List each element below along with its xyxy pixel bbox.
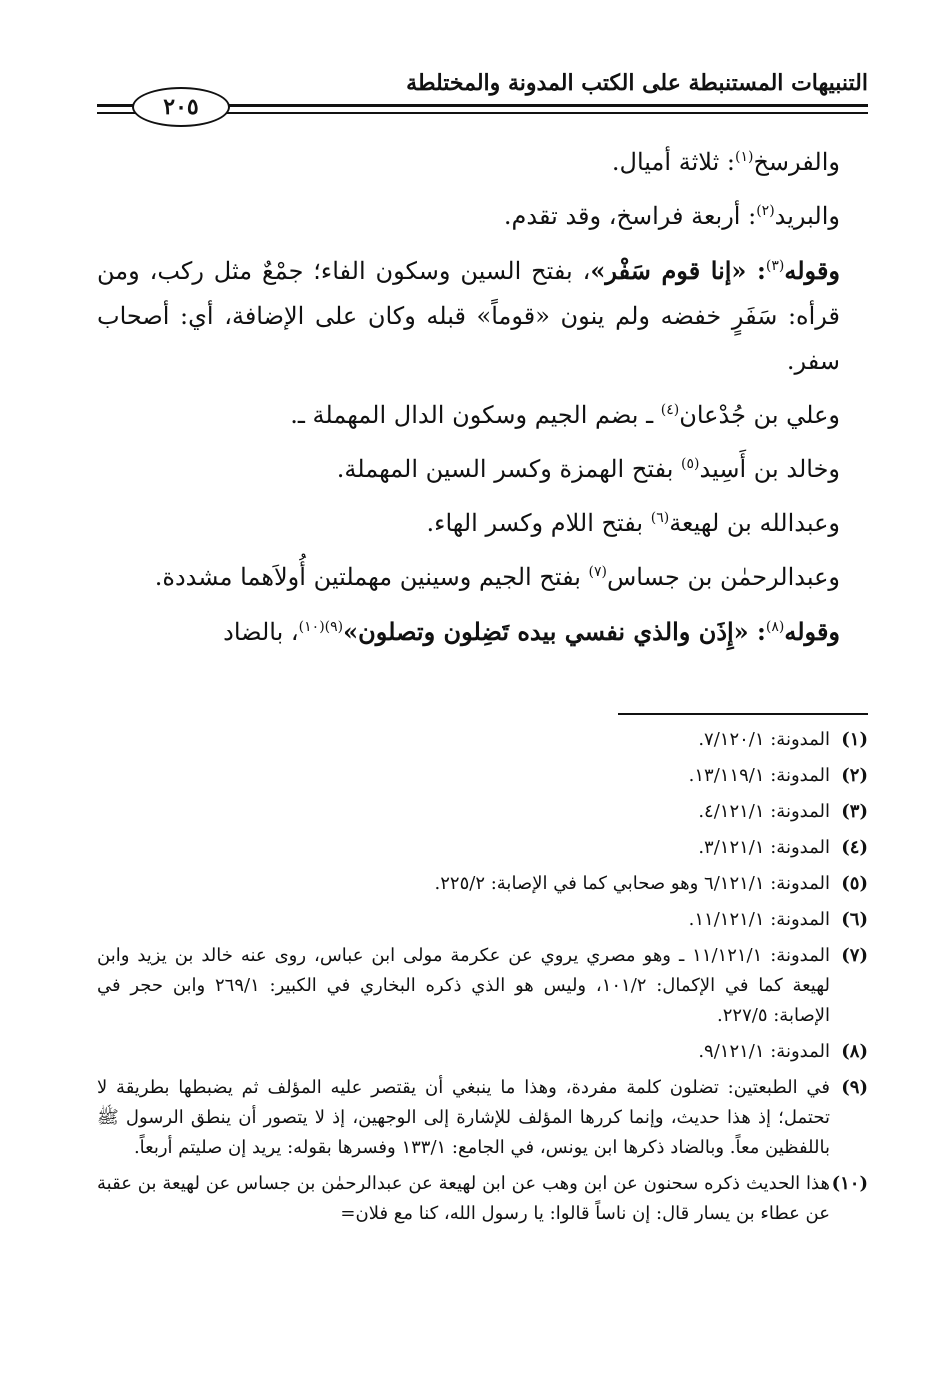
footnotes [97, 725, 868, 1235]
paragraph-jassas [97, 555, 868, 600]
entry-text: بفتح الهمزة وكسر السين المهملة. [336, 455, 682, 483]
paragraph-farsakh [97, 140, 868, 185]
footnote [97, 797, 868, 827]
running-title: التنبيهات المستنبطة على الكتب المدونة والمختلطة [406, 70, 868, 96]
entry-term: وقوله [784, 256, 841, 285]
footnote-number: (٤) [841, 837, 868, 858]
entry-text: بفتح الجيم وسينين مهملتين أُولاَهما مشددة. [154, 563, 589, 591]
footnote-ref: (٢) [756, 203, 775, 219]
footnote-ref: (١) [734, 149, 754, 165]
footnote-text: المدونة: ١١/١٢١/١ ـ وهو مصري يروي عن عكرمة مولى ابن عباس، روى عنه خالد بن يزيد وابن لهيعة كما في الإكمال: ١٠١/٢، وليس هو الذي ذكره البخاري في الكبير: ٢٦٩/١ وابن حجر في الإصابة: ٢٢٧/٥. [97, 945, 830, 1026]
footnote-ref: (٨) [765, 619, 785, 635]
footnote [97, 833, 868, 863]
footnote-separator [618, 713, 868, 715]
main-text [97, 140, 868, 664]
footnote [97, 869, 868, 899]
entry-text: ، بالضاد [223, 618, 299, 646]
footnote-number: (٩) [841, 1077, 868, 1098]
entry-term: وعبدالله بن لهيعة [669, 509, 840, 537]
footnote-number: (٨) [841, 1041, 868, 1062]
paragraph-barid [97, 194, 868, 239]
footnote [97, 1073, 868, 1163]
footnote [97, 905, 868, 935]
paragraph-lahia [97, 501, 868, 546]
footnote-number: (٧) [841, 945, 868, 966]
footnote-number: (٦) [841, 909, 868, 930]
entry-quote: : «إِذَن والذي نفسي بيده تَضِلون وتصلون» [343, 617, 766, 646]
footnote-ref: (٤) [660, 402, 680, 418]
footnote [97, 1037, 868, 1067]
footnote-number: (٣) [841, 801, 868, 822]
footnote-ref: (٣) [765, 258, 785, 274]
entry-term: وعبدالرحمٰن بن جساس [606, 563, 840, 591]
footnote-ref: (٥) [681, 456, 700, 472]
footnote-number: (٢) [841, 765, 868, 786]
footnote-text: المدونة: ٤/١٢١/١. [698, 801, 830, 822]
page-number-ornament [132, 87, 230, 127]
footnote-text: هذا الحديث ذكره سحنون عن ابن وهب عن ابن لهيعة عن عبدالرحمٰن بن جساس عن لهيعة بن عقبة عن عطاء بن يسار قال: إن ناساً قالوا: يا رسول الله، كنا مع فلان= [97, 1173, 830, 1224]
footnote-text: المدونة: ١٣/١١٩/١. [688, 765, 830, 786]
footnote-text: المدونة: ٩/١٢١/١. [698, 1041, 830, 1062]
entry-term: وخالد بن أَسِيد [699, 455, 840, 483]
footnote [97, 761, 868, 791]
footnote-text: المدونة: ٣/١٢١/١. [698, 837, 830, 858]
footnote-text: المدونة: ٦/١٢١/١ وهو صحابي كما في الإصابة: ٢٢٥/٢. [434, 873, 830, 894]
entry-text: ، بفتح السين وسكون الفاء؛ جمْعٌ مثل ركب، ومن قرأه: سَفَرٍ خفضه ولم ينون «قوماً» قبله وكان على الإضافة، أي: أصحاب سفر. [97, 257, 840, 375]
entry-text: بفتح اللام وكسر الهاء. [426, 509, 651, 537]
entry-term: والبريد [774, 202, 840, 230]
paragraph-judan [97, 393, 868, 438]
footnote [97, 1169, 868, 1229]
entry-text: : أربعة فراسخ، وقد تقدم. [503, 202, 757, 230]
paragraph-tadillun [97, 609, 868, 655]
entry-term: وعلي بن جُدْعان [679, 401, 840, 429]
footnote-text: في الطبعتين: تضلون كلمة مفردة، وهذا ما ينبغي أن يقتصر عليه المؤلف ثم يضبطها بطريقة لا تحتمل؛ إذ هذا حديث، وإنما كررها المؤلف للإشارة إلى الوجهين، إذ لا يتصور أن ينطق الرسول ﷺ باللفظين معاً. وبالضاد ذكرها ابن يونس، في الجامع: ١٣٣/١ وفسرها بقوله: يريد إن صليتم أربعاً. [97, 1077, 830, 1158]
footnote-number: (١) [841, 729, 868, 750]
entry-term: والفرسخ [753, 148, 840, 176]
entry-text: : ثلاثة أميال. [611, 148, 735, 176]
footnote-number: (٥) [841, 873, 868, 894]
entry-text: ـ بضم الجيم وسكون الدال المهملة ـ. [290, 401, 661, 429]
footnote-ref: (٩)(١٠) [298, 619, 344, 635]
footnote-ref: (٧) [588, 564, 607, 580]
paragraph-safr [97, 248, 868, 384]
footnote-number: (١٠) [831, 1173, 868, 1194]
footnote [97, 941, 868, 1031]
entry-quote: : «إنا قوم سَفْر» [590, 256, 766, 285]
page-number: ٢٠٥ [163, 94, 199, 120]
paragraph-asid [97, 447, 868, 492]
footnote [97, 725, 868, 755]
footnote-text: المدونة: ١١/١٢١/١. [688, 909, 830, 930]
footnote-ref: (٦) [650, 510, 670, 526]
footnote-text: المدونة: ٧/١٢٠/١. [698, 729, 830, 750]
entry-term: وقوله [784, 617, 840, 646]
